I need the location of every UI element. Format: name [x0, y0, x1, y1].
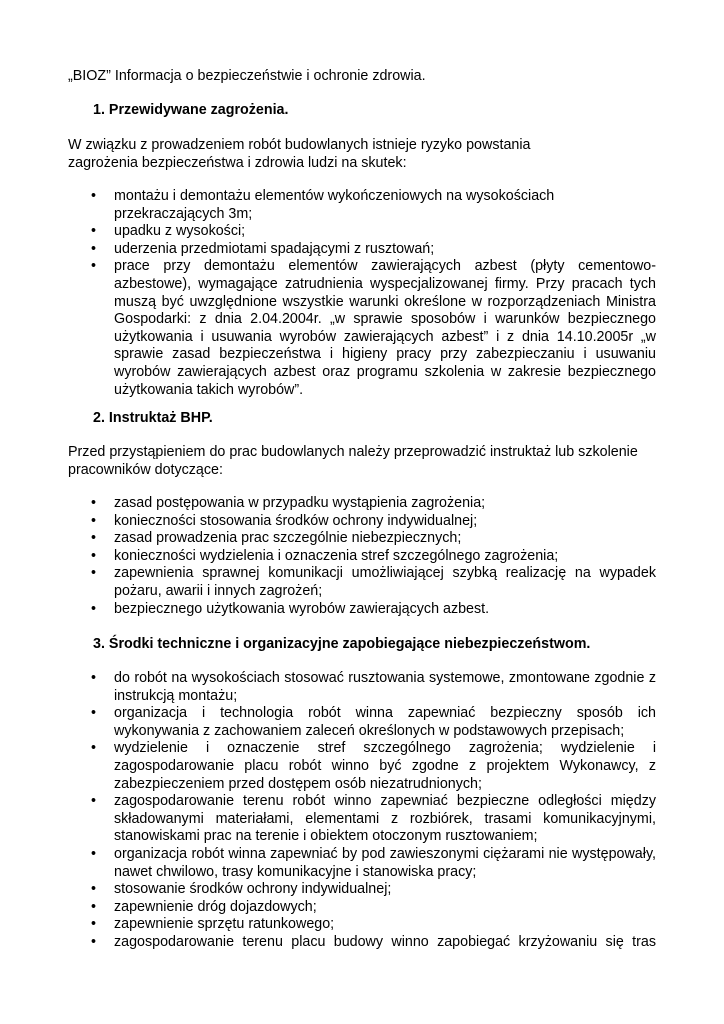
- bullet-icon: •: [91, 916, 97, 933]
- list-item-text: zapewnienie sprzętu ratunkowego;: [114, 916, 335, 933]
- section-2-intro: Przed przystąpieniem do prac budowlanych należy przeprowadzić instruktaż lub szkolenie pracowników dotyczące:: [68, 444, 638, 478]
- section-3-list: [0, 670, 724, 952]
- list-item-text: do robót na wysokościach stosować rusztowania systemowe, zmontowane zgodnie z instrukcją montażu;: [114, 670, 656, 704]
- bullet-icon: •: [91, 933, 97, 950]
- list-item-text: konieczności stosowania środków ochrony indywidualnej;: [114, 512, 478, 529]
- section-2-title: Instruktaż BHP.: [108, 410, 213, 426]
- list-item: [0, 899, 724, 917]
- list-item: [0, 258, 724, 399]
- list-item-text: stosowanie środków ochrony indywidualnej;: [114, 881, 392, 898]
- list-item-text: zasad prowadzenia prac szczególnie niebezpiecznych;: [114, 530, 462, 547]
- section-3-title: Środki techniczne i organizacyjne zapobiegające niebezpieczeństwom.: [108, 636, 591, 652]
- bullet-icon: •: [91, 223, 97, 240]
- list-item-text: prace przy demontażu elementów zawierających azbest (płyty cementowo-azbestowe), wymagające zatrudnienia wyspecjalizowanej firmy. Przy pracach tych muszą być uwzględnione wszystkie warunki określone w rozporządzeniach Ministra Gospodarki: z dnia 2.04.2004r. „w sprawie sposobów i warunków bezpiecznego użytkowania i usuwania wyrobów zawierających azbest” i z dnia 14.10.2005r „w sprawie zasad bezpieczeństwa i higieny pracy przy zabezpieczaniu i usuwaniu wyrobów zawierających azbest oraz programu szkolenia w zakresie bezpiecznego użytkowania takich wyrobów”.: [114, 258, 656, 398]
- list-item: [0, 530, 724, 548]
- section-3-number: 3.: [93, 636, 105, 652]
- list-item: [0, 881, 724, 899]
- list-item-text: organizacja robót winna zapewniać by pod zawieszonymi ciężarami nie występowały, nawet chwilowo, trasy komunikacyjne i stanowiska pracy;: [114, 845, 656, 880]
- section-1-intro: W związku z prowadzeniem robót budowlanych istnieje ryzyko powstania zagrożenia bezpieczeństwa i zdrowia ludzi na skutek:: [68, 137, 531, 171]
- list-item-text: zagospodarowanie terenu robót winno zapewniać bezpieczne odległości między składowanymi materiałami, elementami z rozbiórek, trasami komunikacyjnymi, stanowiskami prac na terenie i obiektem otoczonym rusztowaniem;: [114, 793, 656, 845]
- bullet-icon: •: [91, 881, 97, 898]
- bullet-icon: •: [91, 495, 97, 511]
- section-1-heading: [93, 102, 289, 120]
- bullet-icon: •: [91, 845, 97, 862]
- bullet-icon: •: [91, 530, 97, 547]
- section-2-list: [0, 495, 724, 618]
- bullet-icon: •: [91, 258, 97, 275]
- list-item: [0, 601, 724, 619]
- list-item: [0, 793, 724, 846]
- document-title: „BIOZ” Informacja o bezpieczeństwie i ochronie zdrowia.: [68, 68, 426, 84]
- list-item-text: upadku z wysokości;: [114, 223, 246, 240]
- section-3-heading: [93, 636, 590, 654]
- list-item: [0, 934, 724, 952]
- bullet-icon: •: [91, 793, 97, 810]
- list-item: [0, 241, 724, 259]
- list-item: [0, 495, 724, 513]
- list-item: [0, 705, 724, 740]
- list-item-text: konieczności wydzielenia i oznaczenia stref szczególnego zagrożenia;: [114, 547, 559, 564]
- bullet-icon: •: [91, 600, 97, 617]
- list-item: [0, 740, 724, 793]
- list-item-text: zapewnienia sprawnej komunikacji umożliwiającej szybką realizację na wypadek pożaru, awarii i innych zagrożeń;: [114, 565, 656, 599]
- list-item: [0, 846, 724, 881]
- list-item-text: montażu i demontażu elementów wykończeniowych na wysokościach przekraczających 3m;: [114, 188, 555, 222]
- list-item: [0, 548, 724, 566]
- list-item: [0, 223, 724, 241]
- section-1-title: Przewidywane zagrożenia.: [108, 102, 289, 118]
- section-2-heading: [93, 410, 213, 428]
- bullet-icon: •: [91, 512, 97, 529]
- list-item: [0, 670, 724, 705]
- section-1-list: [0, 188, 724, 399]
- bullet-icon: •: [91, 565, 97, 582]
- list-item: [0, 565, 724, 600]
- list-item: [0, 916, 724, 934]
- bullet-icon: •: [91, 188, 97, 204]
- bullet-icon: •: [91, 240, 97, 257]
- list-item-text: organizacja i technologia robót winna zapewniać bezpieczny sposób ich wykonywania z zachowaniem zaleceń określonych w podstawowych przepisach;: [114, 705, 656, 739]
- list-item-text: uderzenia przedmiotami spadającymi z rusztowań;: [114, 240, 435, 257]
- list-item-text: bezpiecznego użytkowania wyrobów zawierających azbest.: [114, 600, 490, 617]
- list-item-text: wydzielenie i oznaczenie stref szczególnego zagrożenia; wydzielenie i zagospodarowanie placu robót winno być zgodne z projektem Wykonawcy, z zabezpieczeniem przed dostępem osób niezatrudnionych;: [114, 740, 656, 792]
- bullet-icon: •: [91, 740, 97, 757]
- list-item: [0, 188, 724, 223]
- list-item: [0, 513, 724, 531]
- bullet-icon: •: [91, 670, 97, 686]
- bullet-icon: •: [91, 547, 97, 564]
- bullet-icon: •: [91, 898, 97, 915]
- section-1-number: 1.: [93, 102, 105, 118]
- section-2-number: 2.: [93, 410, 105, 426]
- list-item-text: zagospodarowanie terenu placu budowy winno zapobiegać krzyżowaniu się tras: [114, 933, 656, 950]
- list-item-text: zapewnienie dróg dojazdowych;: [114, 898, 317, 915]
- bullet-icon: •: [91, 705, 97, 722]
- list-item-text: zasad postępowania w przypadku wystąpienia zagrożenia;: [114, 495, 486, 511]
